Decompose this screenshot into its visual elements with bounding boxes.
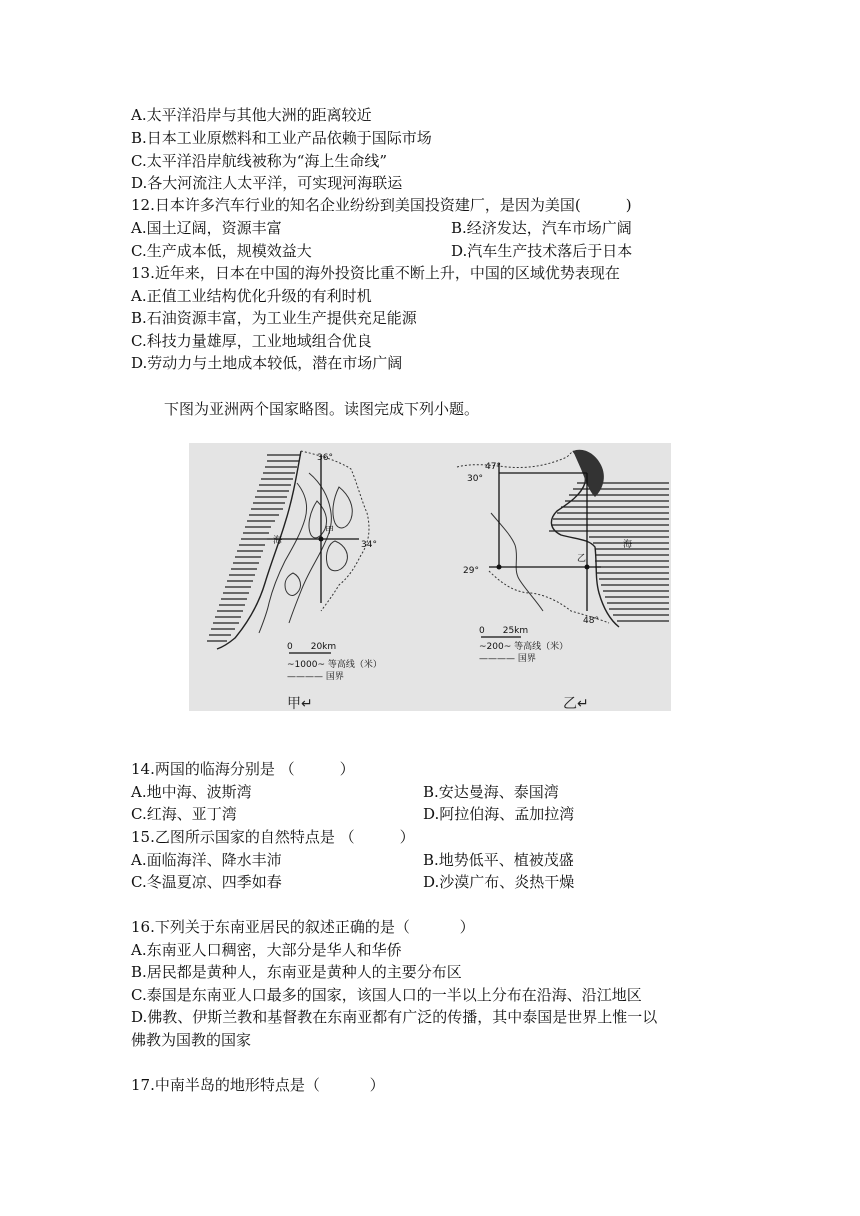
q13-option-a: A.正值工业结构优化升级的有利时机 [131,287,372,305]
q15-stem: 15.乙图所示国家的自然特点是 （ ） [131,828,415,846]
q13-option-d: D.劳动力与土地成本较低，潜在市场广阔 [131,354,403,372]
q13-stem: 13.近年来，日本在中国的海外投资比重不断上升，中国的区域优势表现在 [131,264,620,282]
q12-option-c: C.生产成本低，规模效益大 [131,242,312,260]
map-figure-svg [189,443,671,711]
jia-lat-right: 34° [361,540,377,550]
yi-country-label: 乙 [577,554,587,564]
map-yi [457,450,669,664]
yi-sea-label: 海 [623,540,633,550]
q11-option-c: C.太平洋沿岸航线被称为“海上生命线” [131,152,388,170]
jia-contour-legend: ~1000~ 等高线（米） [287,660,382,670]
q14-option-d: D.阿拉伯海、孟加拉湾 [423,805,575,823]
jia-sea-hatching [207,455,301,641]
q16-option-a: A.东南亚人口稠密，大部分是华人和华侨 [131,941,402,959]
q12-option-a: A.国土辽阔，资源丰富 [131,219,282,237]
q13-option-c: C.科技力量雄厚，工业地域组合优良 [131,332,372,350]
q16-option-b: B.居民都是黄种人，东南亚是黄种人的主要分布区 [131,963,462,981]
yi-border-legend: ———— 国界 [479,654,536,664]
yi-lon-bottom: 48° [583,616,599,626]
q11-option-a: A.太平洋沿岸与其他大洲的距离较近 [131,106,372,124]
q14-option-a: A.地中海、波斯湾 [131,783,252,801]
map-figure [189,443,671,711]
yi-lat-top-left: 30° [467,474,483,484]
q15-option-c: C.冬温夏凉、四季如春 [131,873,282,891]
figure-intro: 下图为亚洲两个国家略图。读图完成下列小题。 [164,400,480,418]
caption-jia: 甲↵ [287,696,313,712]
q13-option-b: B.石油资源丰富，为工业生产提供充足能源 [131,309,417,327]
caption-yi: 乙↵ [563,696,589,712]
jia-lat-top: 36° [317,453,333,463]
q16-option-c: C.泰国是东南亚人口最多的国家，该国人口的一半以上分布在沿海、沿江地区 [131,986,642,1004]
jia-intersection-dot [319,537,324,542]
jia-coastline [217,451,301,649]
yi-corner-dot-se [585,565,590,570]
q11-option-d: D.各大河流注人太平洋，可实现河海联运 [131,174,403,192]
q14-option-c: C.红海、亚丁湾 [131,805,237,823]
jia-border-legend: ———— 国界 [287,672,344,682]
q14-stem: 14.两国的临海分别是 （ ） [131,760,355,778]
yi-corner-dot-sw [497,565,502,570]
jia-country-label: 甲 [325,526,335,536]
q17-stem: 17.中南半岛的地形特点是（ ） [131,1076,385,1094]
yi-lon-top: 47° [485,462,501,472]
q16-stem: 16.下列关于东南亚居民的叙述正确的是（ ） [131,918,475,936]
q11-option-b: B.日本工业原燃料和工业产品依赖于国际市场 [131,129,432,147]
q12-option-d: D.汽车生产技术落后于日本 [451,242,633,260]
q16-option-d: D.佛教、伊斯兰教和基督教在东南亚都有广泛的传播，其中泰国是世界上惟一以 [131,1008,658,1026]
jia-sea-label: 海 [273,536,283,546]
yi-lat-bottom-left: 29° [463,566,479,576]
yi-border-north [457,451,573,468]
q15-option-d: D.沙漠广布、炎热干燥 [423,873,575,891]
q15-option-a: A.面临海洋、降水丰沛 [131,851,282,869]
q12-option-b: B.经济发达，汽车市场广阔 [451,219,632,237]
q12-stem: 12.日本许多汽车行业的知名企业纷纷到美国投资建厂，是因为美国( ) [131,196,632,214]
yi-scale-label: 0 25km [479,626,529,636]
yi-contour-legend: ~200~ 等高线（米） [479,642,569,652]
jia-scale-label: 0 20km [287,642,337,652]
q15-option-b: B.地势低平、植被茂盛 [423,851,574,869]
map-jia [207,451,382,682]
q16-option-d-continued: 佛教为国教的国家 [131,1031,252,1049]
q14-option-b: B.安达曼海、泰国湾 [423,783,559,801]
